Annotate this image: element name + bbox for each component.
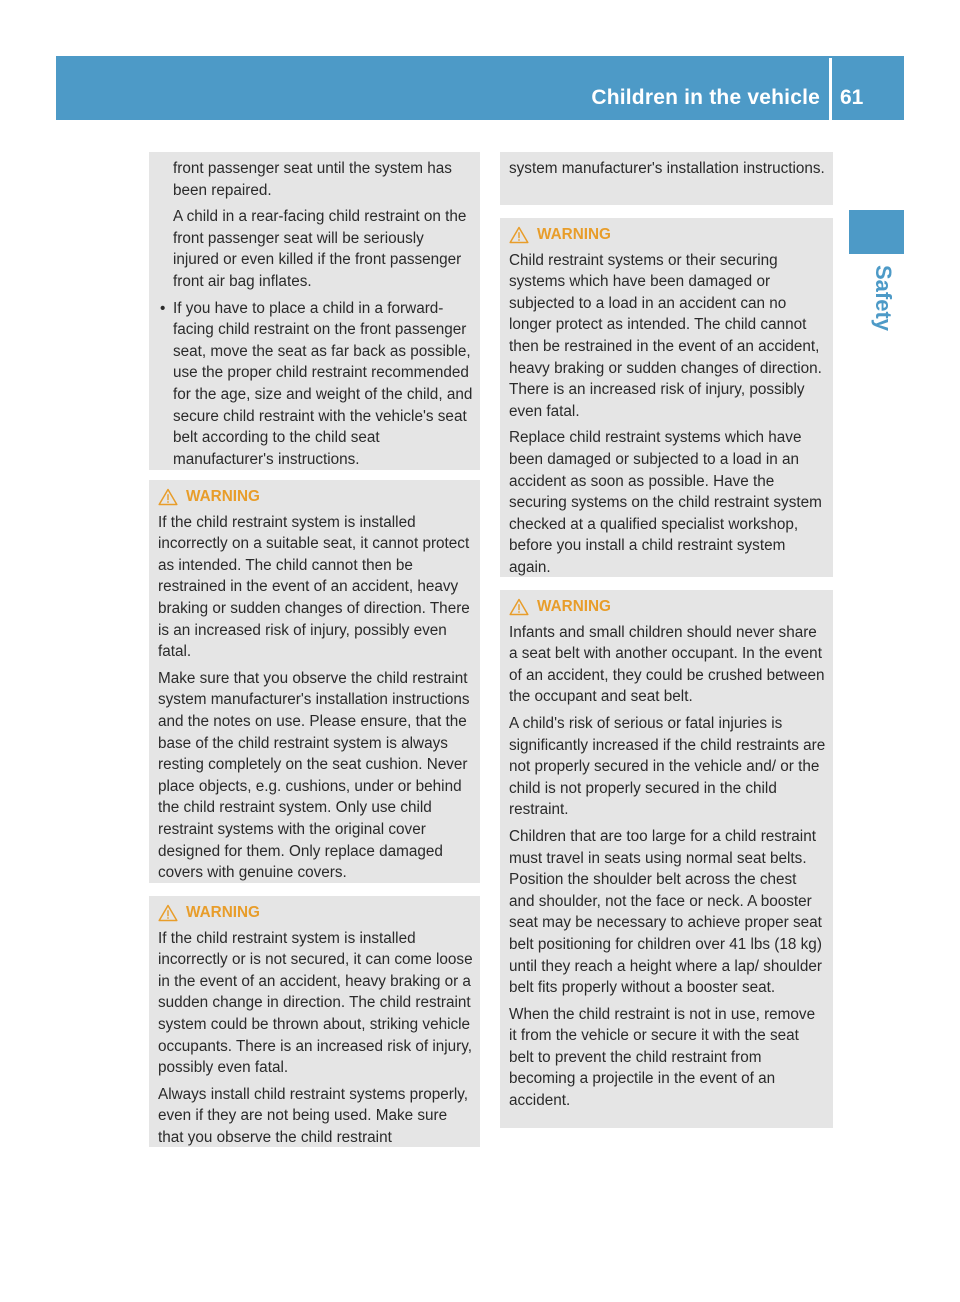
warning-triangle-icon [158,488,178,506]
warning-box [149,480,480,883]
paragraph: front passenger seat until the system has been repaired. [173,160,452,199]
warning-label: WARNING [186,488,260,505]
warning-heading [158,486,473,508]
section-label-text: Safety [871,265,896,332]
paragraph: If the child restraint system is installed incorrectly or is not secured, it can come loose in the event of an accident, heavy braking or a sudden change in direction. The child restraint system could be thrown about, striking vehicle occupants. There is an increased risk of injury, possibly even fatal. [158,929,473,1077]
continued-bullet-text [158,158,473,293]
header-divider [829,58,832,120]
continuation-box [500,152,833,205]
paragraph: Infants and small children should never share a seat belt with another occupant. In the event of an accident, they could be crushed between the occupant and seat belt. [509,623,825,706]
bullet-item: • If you have to place a child in a forward-facing child restraint on the front passenger seat, move the seat as far back as possible, use the proper child restraint recommended for the age, size and weight of the child, and secure child restraint with the vehicle's seat belt according to the child seat manufacturer's instructions. [158,298,473,471]
paragraph: Child restraint systems or their securing systems which have been damaged or subjected to a load in an accident can no longer protect as intended. The child cannot then be restrained in the event of an accident, heavy braking or sudden changes of direction. There is an increased risk of injury, possibly even fatal. [509,251,822,420]
paragraph: Children that are too large for a child restraint must travel in seats using normal seat belts. Position the shoulder belt across the chest and shoulder, not the face or neck. A booster seat may be necessary to achieve proper seat belt positioning for children over 41 lbs (18 kg) until they reach a height where a lap/ shoulder belt fits properly without a booster seat. [509,827,822,997]
paragraph: system manufacturer's installation instructions. [509,160,825,177]
paragraph: A child's risk of serious or fatal injuries is significantly increased if the child restraints are not properly secured in the vehicle and/ or the child is not properly secured in the child restraint. [509,714,826,819]
warning-heading [158,902,473,924]
warning-triangle-icon [509,598,529,616]
warning-heading [509,596,826,618]
page-number: 61 [840,86,864,109]
warning-box [149,896,480,1147]
section-tab [849,210,904,254]
warning-label: WARNING [186,904,260,921]
warning-triangle-icon [158,904,178,922]
page-header [56,56,904,120]
warning-label: WARNING [537,598,611,615]
paragraph: Make sure that you observe the child restraint system manufacturer's installation instructions and the notes on use. Please ensure, that the base of the child restraint system is always resting completely on the seat cushion. Never place objects, e.g. cushions, under or behind the child restraint system. Only use child restraint systems with the original cover designed for them. Only replace damaged covers with genuine covers. [158,669,470,882]
paragraph: A child in a rear-facing child restraint on the front passenger seat will be seriously injured or even killed if the front passenger front air bag inflates. [173,208,467,290]
warning-box [500,218,833,577]
warning-triangle-icon [509,226,529,244]
paragraph: If the child restraint system is installed incorrectly on a suitable seat, it cannot protect as intended. The child cannot then be restrained in the event of an accident, heavy braking or sudden changes of direction. There is an increased risk of injury, possibly even fatal. [158,513,470,661]
warning-label: WARNING [537,226,611,243]
paragraph: When the child restraint is not in use, remove it from the vehicle or secure it with the seat belt to prevent the child restraint from becoming a projectile in the event of an accident. [509,1005,816,1110]
warning-box [500,590,833,1128]
chapter-title: Children in the vehicle [591,86,820,109]
continuation-box [149,152,480,470]
paragraph: Replace child restraint systems which have been damaged or subjected to a load in an accident as soon as possible. Have the securing systems on the child restraint system checked at a qualified specialist workshop, before you install a child restraint system again. [509,429,822,576]
section-label [856,265,896,345]
paragraph: Always install child restraint systems properly, even if they are not being used. Make sure that you observe the child restraint [158,1085,469,1146]
warning-heading [509,224,826,246]
